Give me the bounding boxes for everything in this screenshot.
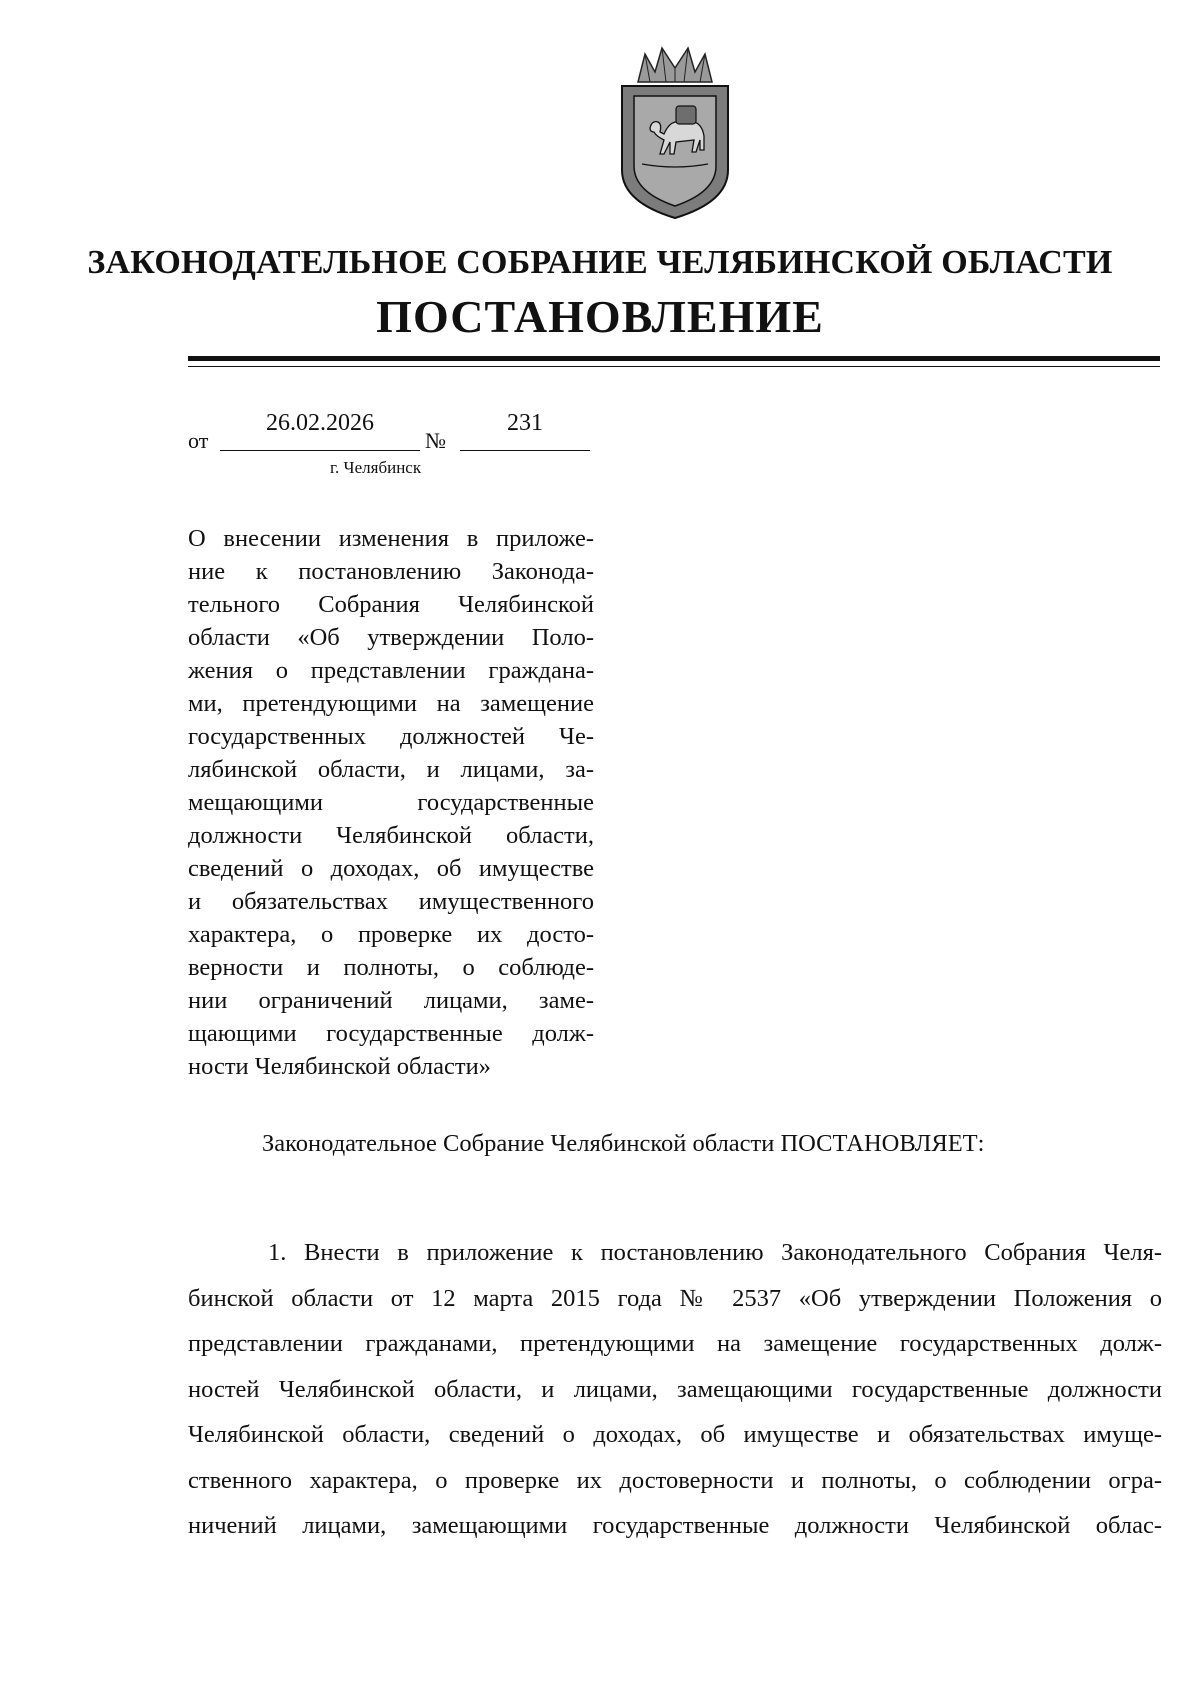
date-underline	[220, 450, 420, 451]
paragraph-line: 1. Внести в приложение к постановлению Законодательного Собрания Челя-	[268, 1239, 1162, 1266]
document-type-title: ПОСТАНОВЛЕНИЕ	[376, 291, 824, 342]
subject-line: нии ограничений лицами, заме-	[188, 987, 594, 1014]
subject-line: О внесении изменения в приложе-	[188, 525, 594, 552]
subject-line: ние к постановлению Законода-	[188, 558, 594, 585]
number-underline	[460, 450, 590, 451]
chelyabinsk-coat-of-arms-icon	[600, 42, 750, 222]
paragraph-1	[188, 1230, 1162, 1549]
date-label: от	[188, 428, 209, 453]
paragraph-line: ственного характера, о проверке их достоверности и полноты, о соблюдении огра-	[188, 1466, 1162, 1494]
subject-line: тельного Собрания Челябинской	[188, 591, 594, 618]
subject-line: ности Челябинской области»	[188, 1053, 491, 1080]
subject-line: области «Об утверждении Поло-	[188, 624, 594, 651]
subject-line: верности и полноты, о соблюде-	[188, 954, 594, 981]
number-label: №	[425, 428, 446, 453]
header-divider-thick	[188, 356, 1160, 361]
document-number: 231	[507, 410, 543, 436]
paragraph-line: бинской области от 12 марта 2015 года № 2537 «Об утверждении Положения о	[188, 1284, 1162, 1312]
subject-line: лябинской области, и лицами, за-	[188, 756, 594, 783]
subject-line: и обязательствах имущественного	[188, 888, 594, 915]
subject-line: ми, претендующими на замещение	[188, 690, 594, 717]
document-date: 26.02.2026	[266, 410, 374, 436]
subject-line: жения о представлении граждана-	[188, 657, 594, 684]
paragraph-line: Челябинской области, сведений о доходах, об имуществе и обязательствах имуще-	[188, 1421, 1162, 1448]
organization-name: ЗАКОНОДАТЕЛЬНОЕ СОБРАНИЕ ЧЕЛЯБИНСКОЙ ОБЛАСТИ	[87, 244, 1113, 281]
document-city: г. Челябинск	[330, 458, 422, 477]
document-subject	[188, 522, 594, 1083]
paragraph-line: ничений лицами, замещающими государственные должности Челябинской облас-	[188, 1512, 1162, 1539]
subject-line: мещающими государственные	[188, 789, 594, 816]
preamble: Законодательное Собрание Челябинской области ПОСТАНОВЛЯЕТ:	[262, 1130, 985, 1157]
subject-line: сведений о доходах, об имуществе	[188, 855, 594, 882]
header-divider-thin	[188, 366, 1160, 367]
subject-line: характера, о проверке их досто-	[188, 921, 594, 948]
subject-line: должности Челябинской области,	[188, 822, 594, 849]
coat-of-arms-emblem	[600, 42, 750, 222]
paragraph-line: представлении гражданами, претендующими на замещение государственных долж-	[188, 1330, 1162, 1357]
subject-line: государственных должностей Че-	[188, 723, 594, 750]
paragraph-line: ностей Челябинской области, и лицами, замещающими государственные должности	[188, 1375, 1162, 1403]
subject-line: щающими государственные долж-	[188, 1020, 594, 1047]
